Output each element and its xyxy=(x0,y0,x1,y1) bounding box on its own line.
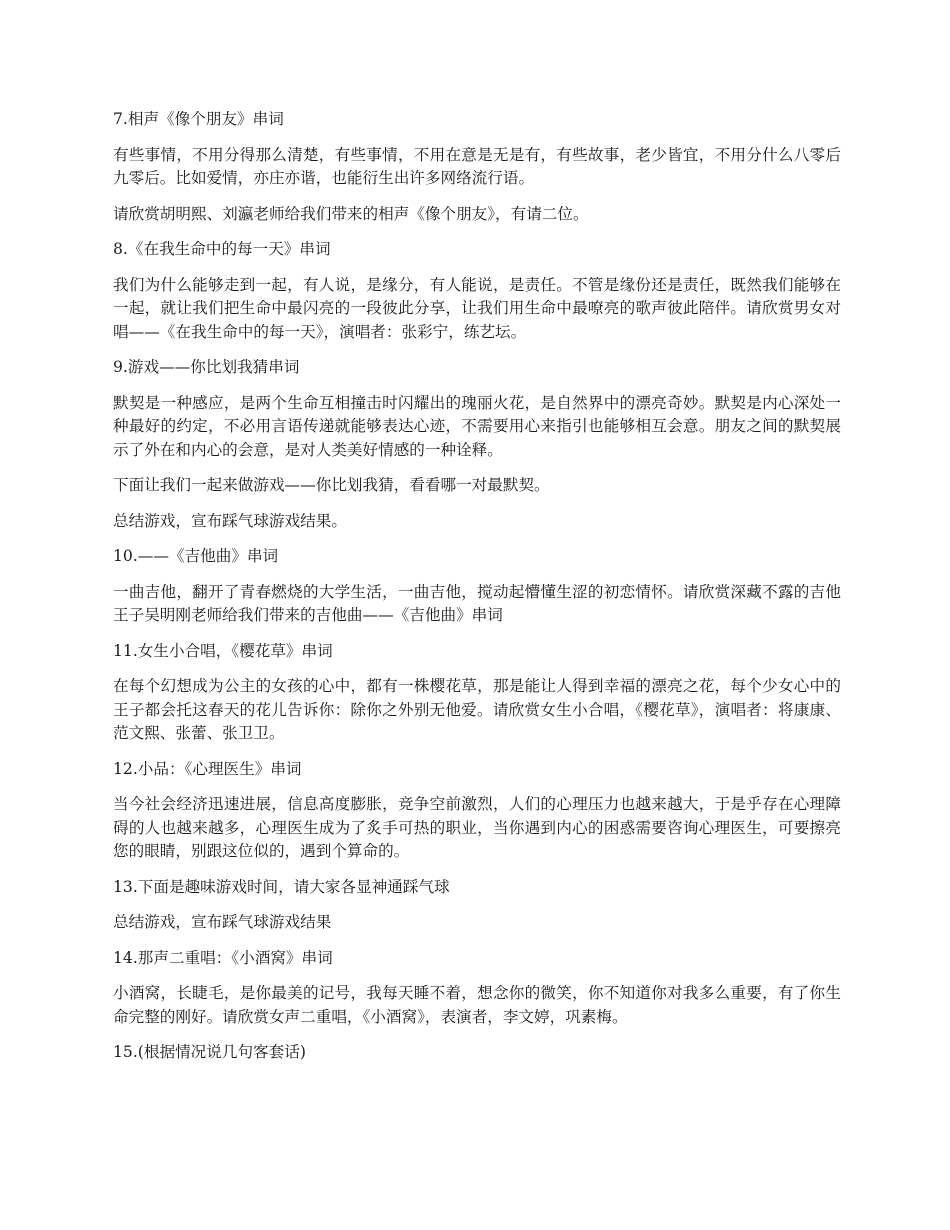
section-heading-15: 15.(根据情况说几句客套话) xyxy=(113,1043,306,1061)
paragraph-9-summary: 总结游戏，宣布踩气球游戏结果。 xyxy=(113,511,347,530)
paragraph-10-body: 一曲吉他，翻开了青春燃烧的大学生活，一曲吉他，搅动起懵懂生涩的初恋情怀。请欣赏深藏不露的吉他王子吴明刚老师给我们带来的吉他曲——《吉他曲》串词 xyxy=(113,582,841,624)
paragraph-13-summary: 总结游戏，宣布踩气球游戏结果 xyxy=(113,913,332,931)
paragraph-14-body: 小酒窝，长睫毛，是你最美的记号，我每天睡不着，想念你的微笑，你不知道你对我多么重要，有了你生命完整的刚好。请欣赏女声二重唱，《小酒窝》，表演者，李文婷，巩素梅。 xyxy=(113,984,841,1026)
section-heading-7: 7.相声《像个朋友》串词 xyxy=(113,110,284,128)
paragraph-12-body: 当今社会经济迅速进展，信息高度膨胀，竞争空前激烈，人们的心理压力也越来越大，于是乎存在心理障碍的人也越来越多，心理医生成为了炙手可热的职业，当你遇到内心的困惑需要咨询心理医生，可要擦亮您的眼睛，别跟这位似的，遇到个算命的。 xyxy=(113,795,841,860)
section-heading-9: 9.游戏——你比划我猜串词 xyxy=(113,358,300,376)
section-heading-8: 8.《在我生命中的每一天》串词 xyxy=(113,240,331,258)
paragraph-11-body: 在每个幻想成为公主的女孩的心中，都有一株樱花草，那是能让人得到幸福的漂亮之花，每个少女心中的王子都会托这春天的花儿告诉你：除你之外别无他爱。请欣赏女生小合唱，《樱花草》，演唱者：将康康、范文熙、张蕾、张卫卫。 xyxy=(113,677,841,742)
paragraph-9-game: 下面让我们一起来做游戏——你比划我猜，看看哪一对最默契。 xyxy=(113,476,550,494)
section-heading-10: 10.——《吉他曲》串词 xyxy=(113,547,279,565)
paragraph-9-body: 默契是一种感应，是两个生命互相撞击时闪耀出的瑰丽火花，是自然界中的漂亮奇妙。默契是内心深处一种最好的约定，不必用言语传递就能够表达心迹，不需要用心来指引也能够相互会意。朋友之间的默契展示了外在和内心的会意，是对人类美好情感的一种诠释。 xyxy=(113,393,841,459)
section-heading-14: 14.那声二重唱：《小酒窝》串词 xyxy=(113,948,333,967)
paragraph-7-invite: 请欣赏胡明熙、刘瀛老师给我们带来的相声《像个朋友》，有请二位。 xyxy=(113,204,589,223)
section-heading-13: 13.下面是趣味游戏时间，请大家各显神通踩气球 xyxy=(113,877,450,896)
section-heading-12: 12.小品：《心理医生》串词 xyxy=(113,759,302,778)
paragraph-8-body: 我们为什么能够走到一起，有人说，是缘分，有人能说，是责任。不管是缘份还是责任，既然我们能够在一起，就让我们把生命中最闪亮的一段彼此分享，让我们用生命中最嘹亮的歌声彼此陪伴。请欣赏男女对唱——《在我生命中的每一天》，演唱者：张彩宁，练艺坛。 xyxy=(113,275,841,341)
paragraph-7-intro: 有些事情，不用分得那么清楚，有些事情，不用在意是无是有，有些故事，老少皆宜，不用分什么八零后九零后。比如爱情，亦庄亦谐，也能衍生出许多网络流行语。 xyxy=(113,145,841,187)
section-heading-11: 11.女生小合唱，《樱花草》串词 xyxy=(113,641,333,660)
document-body xyxy=(113,108,841,1077)
